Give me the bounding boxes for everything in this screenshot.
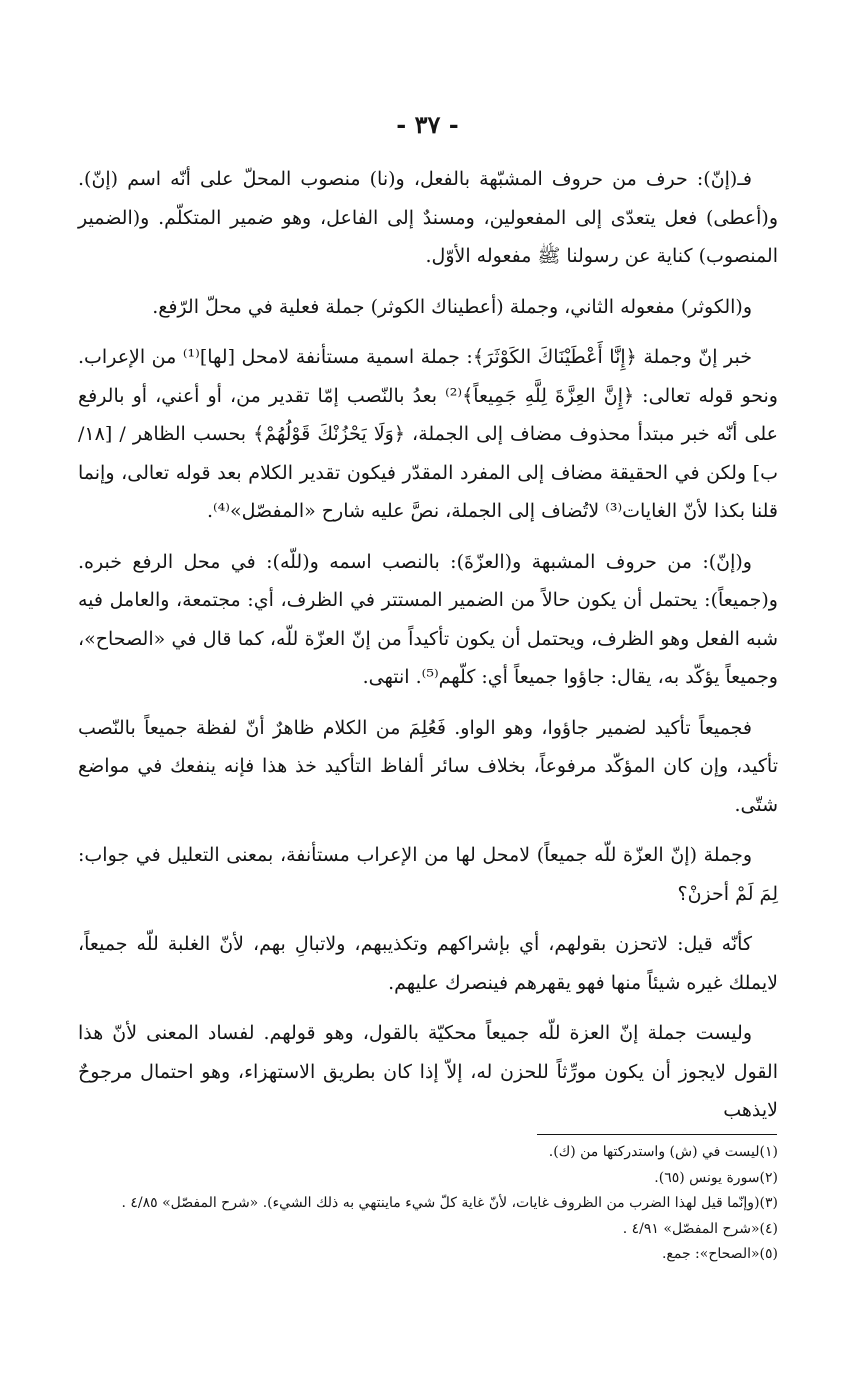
paragraph-la-tahzan: كأنّه قيل: لاتحزن بقولهم، أي بإشراكهم وتكذيبهم، ولاتبالِ بهم، لأنّ الغلبة للّه جميعاً، لايملك غيره شيئاً منها فهو يقهرهم فينصرك عليهم. — [78, 933, 778, 994]
footnote-separator — [537, 1134, 777, 1135]
footnote-2: (٢)سورة يونس (٦٥). — [654, 1169, 778, 1186]
paragraph-izza-analysis: و(إنّ): من حروف المشبهة و(العزّةَ): بالنصب اسمه و(للّه): في محل الرفع خبره. و(جميعاً): يحتمل أن يكون حالاً من الضمير المستتر في الظرف، أي: مجتمعة، والعامل فيه شبه الفعل وهو الظرف، ويحتمل أن يكون تأكيداً من إنّ العزّة للّه، كما قال في «الصحاح»، وجميعاً يؤكّد به، يقال: جاؤوا جميعاً أي: كلّهم⁽⁵⁾. انتهى. — [78, 550, 778, 688]
footnote-5: (٥)«الصحاح»: جمع. — [661, 1246, 778, 1262]
paragraph-laysat: وليست جملة إنّ العزة للّه جميعاً محكيّة بالقول، وهو قولهم. لفساد المعنى لأنّ هذا القول لايجوز أن يكون مورِّثاً للحزن له، إلاّ إذا كان بطريق الاستهزاء، وهو احتمال مرجوحٌ لايذهب — [78, 1022, 778, 1121]
page-number: - ٣٧ - — [396, 110, 459, 139]
paragraph-verse-izza: خبر إنّ وجملة ﴿إِنَّا أَعْطَيْنَاكَ الكَوْثَرَ﴾: جملة اسمية مستأنفة لامحل [لها]⁽¹⁾ من الإعراب. ونحو قوله تعالى: ﴿إِنَّ العِزَّةَ لِلَّهِ جَمِيعاً﴾⁽²⁾ بعدُ بالنّصب إمّا تقدير من، أو أعني، أو بالرفع على أنّه خبر مبتدأ محذوف مضاف إلى الجملة، ﴿وَلَا يَحْزُنْكَ قَوْلُهُمْ﴾ بحسب الظاهر / [١٨/ب] ولكن في الحقيقة مضاف إلى المفرد المقدّر فيكون تقدير الكلام بعد قوله تعالى، وإنما قلنا بكذا لأنّ الغايات⁽³⁾ لاتُضاف إلى الجملة، نصَّ عليه شارح «المفصّل»⁽⁴⁾. — [78, 346, 778, 522]
paragraph-jamian-tawkid: فجميعاً تأكيد لضمير جاؤوا، وهو الواو. فَعُلِمَ من الكلام ظاهرٌ أنّ لفظة جميعاً بالنّصب تأكيد، وإن كان المؤكّد مرفوعاً، بخلاف سائر ألفاظ التأكيد خذ هذا فإنه ينفعك في مواضع شتّى. — [78, 716, 778, 816]
paragraph-kawthar: و(الكوثر) مفعوله الثاني، وجملة (أعطيناك الكوثر) جملة فعلية في محلّ الرّفع. — [152, 295, 752, 318]
paragraph-inna-analysis: فـ(إنّ): حرف من حروف المشبّهة بالفعل، و(نا) منصوب المحلّ على أنّه اسم (إنّ). و(أعطى) فعل يتعدّى إلى المفعولين، ومسندٌ إلى الفاعل، وهو ضمير المتكلّم. و(الضمير المنصوب) كناية عن رسولنا ﷺ مفعوله الأوّل. — [78, 168, 778, 267]
footnotes — [78, 1140, 778, 1268]
footnote-1: (١)ليست في (ش) واستدركتها من (ك). — [548, 1144, 778, 1160]
footnote-3: (٣)(وإنّما قيل لهذا الضرب من الظروف غايات، لأنّ غاية كلّ شيء ماينتهي به ذلك الشيء). «شرح المفصّل» ٤/٨٥ . — [121, 1195, 778, 1211]
main-text — [78, 160, 778, 1136]
paragraph-mustanafa: وجملة (إنّ العزّة للّه جميعاً) لامحل لها من الإعراب مستأنفة، بمعنى التعليل في جواب: لِمَ لَمْ أحزنْ؟ — [78, 844, 778, 905]
footnote-4: (٤)«شرح المفصّل» ٤/٩١ . — [622, 1220, 778, 1237]
